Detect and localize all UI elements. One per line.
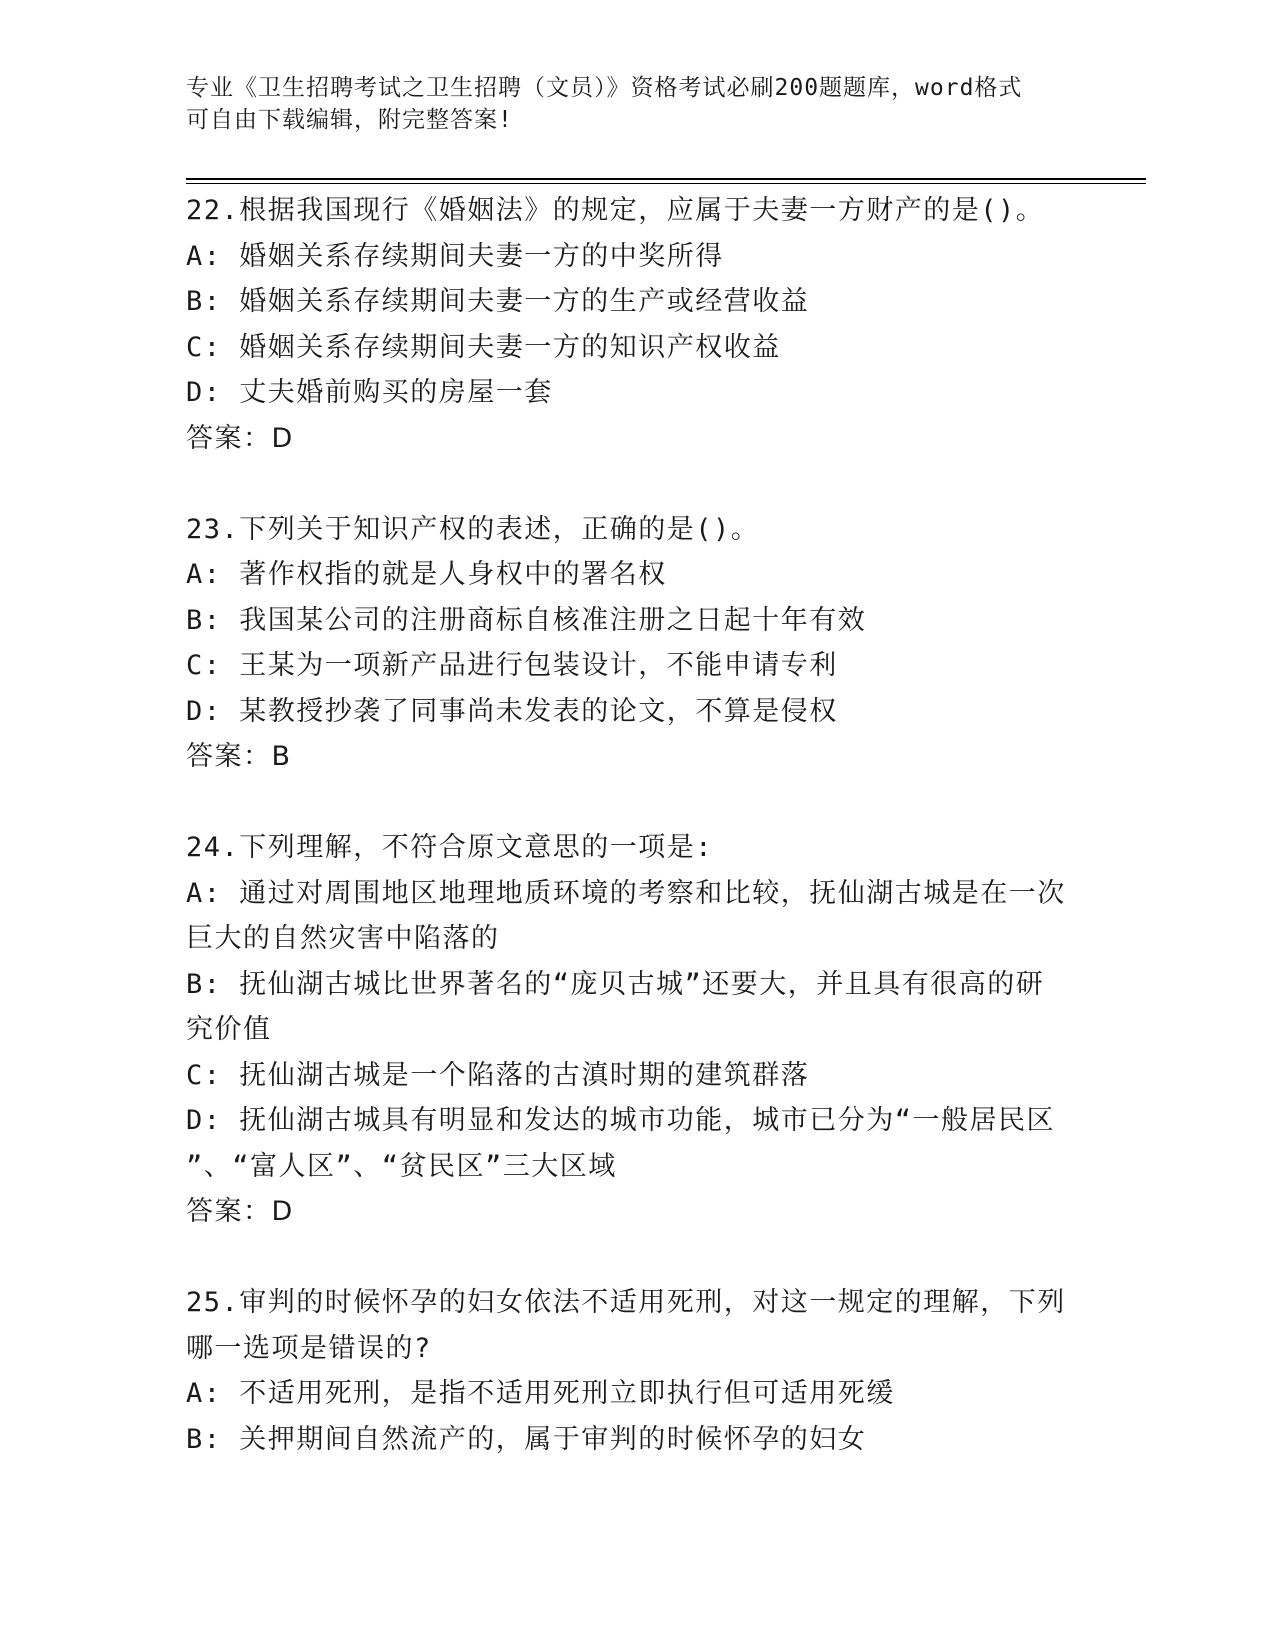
option-b: B: 婚姻关系存续期间夫妻一方的生产或经营收益 (186, 286, 810, 317)
question-list (186, 188, 1066, 1508)
question-stem-continued: 哪一选项是错误的? (186, 1332, 432, 1364)
option-c: C: 抚仙湖古城是一个陷落的古滇时期的建筑群落 (186, 1059, 810, 1091)
option-d: D: 丈夫婚前购买的房屋一套 (186, 377, 553, 408)
option-b-continued: 究价值 (186, 1014, 272, 1045)
option-d: D: 抚仙湖古城具有明显和发达的城市功能，城市已分为“一般居民区 (186, 1105, 1056, 1136)
question-stem: 22.根据我国现行《婚姻法》的规定，应属于夫妻一方财产的是()。 (186, 195, 1045, 226)
question-stem: 24.下列理解，不符合原文意思的一项是: (186, 832, 714, 863)
option-b: B: 我国某公司的注册商标自核准注册之日起十年有效 (186, 604, 867, 636)
option-d: D: 某教授抄袭了同事尚未发表的论文，不算是侵权 (186, 695, 838, 727)
option-b: B: 关押期间自然流产的，属于审判的时候怀孕的妇女 (186, 1423, 867, 1455)
question-stem: 23.下列关于知识产权的表述，正确的是()。 (186, 513, 760, 545)
option-b: B: 抚仙湖古城比世界著名的“庞贝古城”还要大，并且具有很高的研 (186, 968, 1045, 1000)
header-divider (186, 178, 1146, 180)
answer: 答案：D (186, 422, 294, 454)
question-item (186, 507, 1066, 780)
option-a-continued: 巨大的自然灾害中陷落的 (186, 923, 500, 954)
header-line: 专业《卫生招聘考试之卫生招聘（文员）》资格考试必刷200题题库，word格式 (186, 75, 1023, 101)
option-c: C: 婚姻关系存续期间夫妻一方的知识产权收益 (186, 331, 781, 363)
option-a: A: 著作权指的就是人身权中的署名权 (186, 559, 667, 590)
question-stem: 25.审判的时候怀孕的妇女依法不适用死刑，对这一规定的理解，下列 (186, 1287, 1066, 1318)
option-a: A: 婚姻关系存续期间夫妻一方的中奖所得 (186, 240, 724, 272)
header-divider (186, 183, 1146, 184)
option-c: C: 王某为一项新产品进行包装设计，不能申请专利 (186, 650, 838, 681)
document-header (186, 72, 1066, 136)
question-item (186, 825, 1066, 1235)
option-d-continued: ”、“富人区”、“贫民区”三大区域 (186, 1150, 617, 1182)
answer: 答案：D (186, 1196, 294, 1227)
answer: 答案：B (186, 741, 292, 772)
question-item (186, 188, 1066, 461)
question-item (186, 1280, 1066, 1462)
option-a: A: 不适用死刑，是指不适用死刑立即执行但可适用死缓 (186, 1378, 895, 1409)
option-a: A: 通过对周围地区地理地质环境的考察和比较，抚仙湖古城是在一次 (186, 877, 1066, 909)
header-line: 可自由下载编辑，附完整答案! (186, 107, 513, 133)
